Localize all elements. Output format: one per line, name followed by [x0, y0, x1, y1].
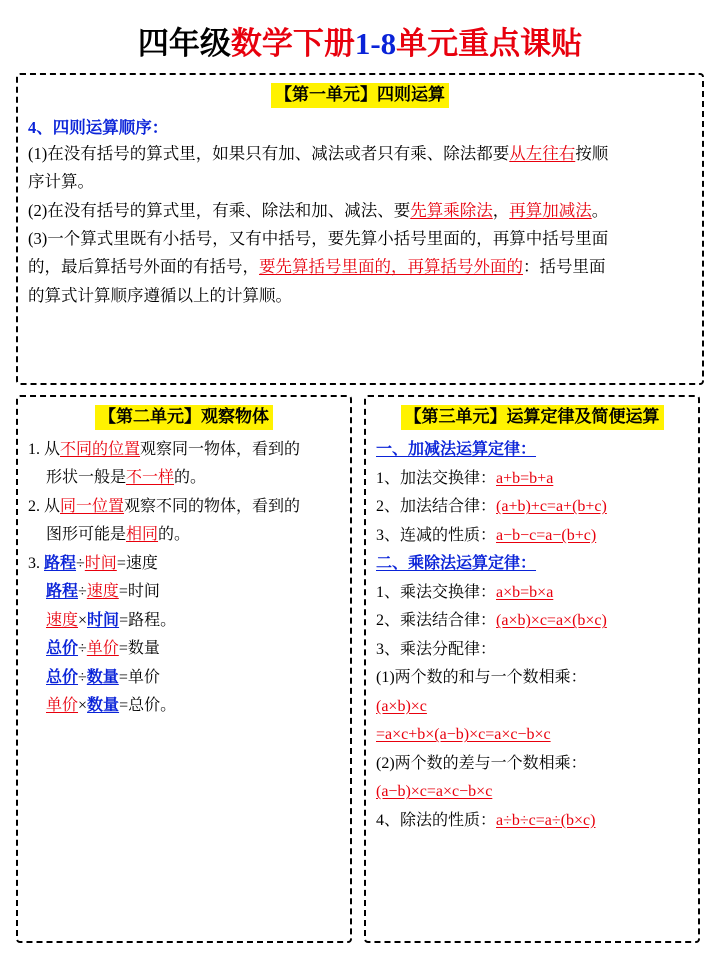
unit-2-line	[28, 493, 340, 521]
unit-2-line-segment: 单价	[86, 640, 119, 658]
unit-2-line-segment: 图形可能是	[46, 526, 127, 544]
unit-3-tag: 【第三单元】	[404, 407, 507, 426]
unit-2-line	[28, 635, 340, 663]
unit-3-dist-2-formula-text: (a−b)×c=a×c−b×c	[376, 783, 493, 801]
unit-2-line-segment: ÷	[78, 583, 87, 601]
unit-2-line-segment: 数量	[87, 697, 120, 715]
unit-2-line	[28, 550, 340, 578]
unit-3-dist-2-formula	[376, 778, 688, 806]
unit-3-dist-2-title: (2)两个数的差与一个数相乘：	[376, 754, 587, 772]
unit-1-rule-2-mid: ，	[492, 200, 510, 220]
unit-1-rule-2	[28, 197, 692, 225]
unit-3-item-4	[376, 807, 688, 835]
unit-3-law-item	[376, 579, 688, 607]
unit-3-section-2-label: 二、乘除法运算定律：	[376, 555, 537, 573]
unit-1-rule-2-b: 。	[591, 200, 609, 220]
unit-2-name: 观察物体	[201, 407, 269, 426]
unit-2-content	[28, 436, 340, 721]
unit-2-title	[95, 405, 273, 430]
unit-3-name: 运算定律及简便运算	[506, 407, 660, 426]
units-row	[16, 395, 704, 943]
unit-2-line	[28, 464, 340, 492]
unit-1-rule-3-cont	[28, 253, 692, 281]
unit-1-title	[271, 83, 449, 108]
unit-2-line-segment: 同一位置	[60, 497, 125, 515]
unit-2-line	[28, 521, 340, 549]
unit-3-item-4-formula: a÷b÷c=a÷(b×c)	[496, 811, 596, 829]
unit-2-line-segment: 总价	[46, 640, 79, 658]
unit-1-rule-3-b: 的，最后算括号外面的有括号，	[28, 257, 259, 277]
unit-2-column	[16, 395, 352, 943]
unit-1-rule-1-b: 按顺	[575, 143, 609, 163]
unit-3-header	[376, 405, 688, 430]
unit-2-line-segment: ÷	[78, 640, 87, 658]
unit-1-rule-3: (3)一个算式里既有小括号，又有中括号，要先算小括号里面的，再算中括号里面	[28, 229, 609, 249]
unit-2-line-segment: 1. 从	[28, 440, 61, 458]
page-title-part2: 数学下册	[230, 26, 355, 61]
unit-2-line-segment: 路程	[44, 554, 77, 572]
unit-3-law-item	[376, 522, 688, 550]
unit-1-subheading: 4、四则运算顺序：	[28, 117, 169, 137]
unit-3-dist-1-formula-2-text: =a×c+b×(a−b)×c=a×c−b×c	[376, 726, 551, 744]
unit-2-line-segment: 速度	[86, 583, 119, 601]
unit-3-law-item-formula: a+b=b+a	[496, 469, 554, 487]
unit-2-line-segment: 速度	[46, 611, 79, 629]
unit-3-law-item-formula: (a+b)+c=a+(b+c)	[496, 498, 607, 516]
unit-3-card	[364, 395, 700, 943]
unit-2-line	[28, 436, 340, 464]
unit-2-line-segment: 相同	[126, 526, 159, 544]
unit-2-line-segment: 时间	[87, 611, 120, 629]
unit-3-column	[364, 395, 700, 943]
page-title-part1: 四年级	[137, 26, 231, 61]
unit-2-line-segment: 时间	[84, 554, 117, 572]
unit-3-law-item-label: 1、乘法交换律：	[376, 583, 497, 601]
unit-2-card	[16, 395, 352, 943]
unit-2-line-segment: ÷	[76, 554, 85, 572]
unit-2-line-segment: =路程。	[119, 611, 177, 629]
unit-1-rule-3-highlight: 要先算括号里面的，再算括号外面的	[259, 257, 523, 277]
unit-1-rule-1-a: (1)在没有括号的算式里，如果只有加、减法或者只有乘、除法都要	[28, 143, 510, 163]
unit-3-law-item	[376, 493, 688, 521]
unit-3-dist-1-formula-2	[376, 721, 688, 749]
unit-2-line-segment: 3.	[28, 554, 44, 572]
unit-1-rule-3-end: 的算式计算顺序遵循以上的计算顺。	[28, 285, 292, 305]
unit-2-line-segment: 单价	[46, 697, 79, 715]
unit-2-line-segment: 观察不同的物体，看到的	[124, 497, 301, 515]
unit-1-rule-3-c: ：括号里面	[523, 257, 606, 277]
unit-1-rule-1-highlight: 从左往右	[509, 143, 576, 163]
unit-3-law-item	[376, 607, 688, 635]
unit-2-header	[28, 405, 340, 430]
unit-1-tag: 【第一单元】	[275, 85, 377, 104]
unit-3-list-1	[376, 465, 688, 550]
unit-3-title	[401, 405, 664, 430]
unit-2-tag: 【第二单元】	[99, 407, 201, 426]
unit-1-card	[16, 73, 704, 385]
unit-2-line	[28, 692, 340, 720]
unit-2-line-segment: =时间	[118, 583, 160, 601]
unit-2-line-segment: =单价	[118, 668, 160, 686]
unit-3-item-3-label: 3、乘法分配律：	[376, 640, 497, 658]
unit-2-line-segment: 总价	[46, 668, 79, 686]
unit-2-line-segment: =数量	[118, 640, 160, 658]
unit-1-rule-2-highlight-2: 再算加减法	[509, 200, 592, 220]
unit-2-line-segment: =速度	[116, 554, 158, 572]
unit-1-rule-1-cont: 序计算。	[28, 172, 94, 192]
unit-2-line	[28, 664, 340, 692]
unit-2-line-segment: =总价。	[119, 697, 177, 715]
unit-3-section-1-label: 一、加减法运算定律：	[376, 440, 537, 458]
unit-2-line-segment: 不同的位置	[60, 440, 141, 458]
unit-3-dist-1-title: (1)两个数的和与一个数相乘：	[376, 669, 587, 687]
unit-1-rule-2-a: (2)在没有括号的算式里，有乘、除法和加、减法、要	[28, 200, 411, 220]
unit-3-list-2	[376, 579, 688, 636]
unit-2-line-segment: 的。	[158, 526, 191, 544]
unit-3-dist-1-formula-1	[376, 693, 688, 721]
unit-2-line-segment: 观察同一物体，看到的	[140, 440, 301, 458]
unit-2-line-segment: 的。	[174, 469, 207, 487]
unit-3-law-item-formula: a−b−c=a−(b+c)	[496, 526, 597, 544]
unit-3-law-item-label: 3、连减的性质：	[376, 526, 497, 544]
unit-2-line-segment: 2. 从	[28, 497, 61, 515]
unit-2-line	[28, 607, 340, 635]
unit-3-item-4-label: 4、除法的性质：	[376, 811, 497, 829]
unit-2-line-segment: ×	[78, 697, 88, 715]
unit-2-line	[28, 578, 340, 606]
unit-3-section-2	[376, 550, 688, 579]
unit-1-name: 四则运算	[377, 85, 445, 104]
unit-3-law-item-formula: (a×b)×c=a×(b×c)	[496, 612, 607, 630]
unit-1-header	[28, 83, 692, 108]
unit-3-law-item-label: 2、加法结合律：	[376, 498, 497, 516]
unit-3-dist-1-formula-1-text: (a×b)×c	[376, 697, 427, 715]
unit-2-line-segment: ÷	[78, 668, 87, 686]
page-title-part3: 1-8	[354, 26, 397, 61]
page-title-part4: 单元重点课贴	[396, 26, 583, 61]
unit-3-section-1	[376, 436, 688, 465]
unit-3-law-item-label: 1、加法交换律：	[376, 469, 497, 487]
unit-2-line-segment: 形状一般是	[46, 469, 127, 487]
unit-2-line-segment: 数量	[86, 668, 119, 686]
unit-3-law-item-formula: a×b=b×a	[496, 583, 554, 601]
page-title	[16, 18, 704, 63]
unit-3-law-item	[376, 465, 688, 493]
unit-2-line-segment: 不一样	[126, 469, 175, 487]
unit-1-rule-1	[28, 140, 692, 168]
unit-2-line-segment: ×	[78, 611, 88, 629]
unit-2-line-segment: 路程	[46, 583, 79, 601]
unit-3-law-item-label: 2、乘法结合律：	[376, 612, 497, 630]
unit-1-rule-2-highlight-1: 先算乘除法	[410, 200, 493, 220]
